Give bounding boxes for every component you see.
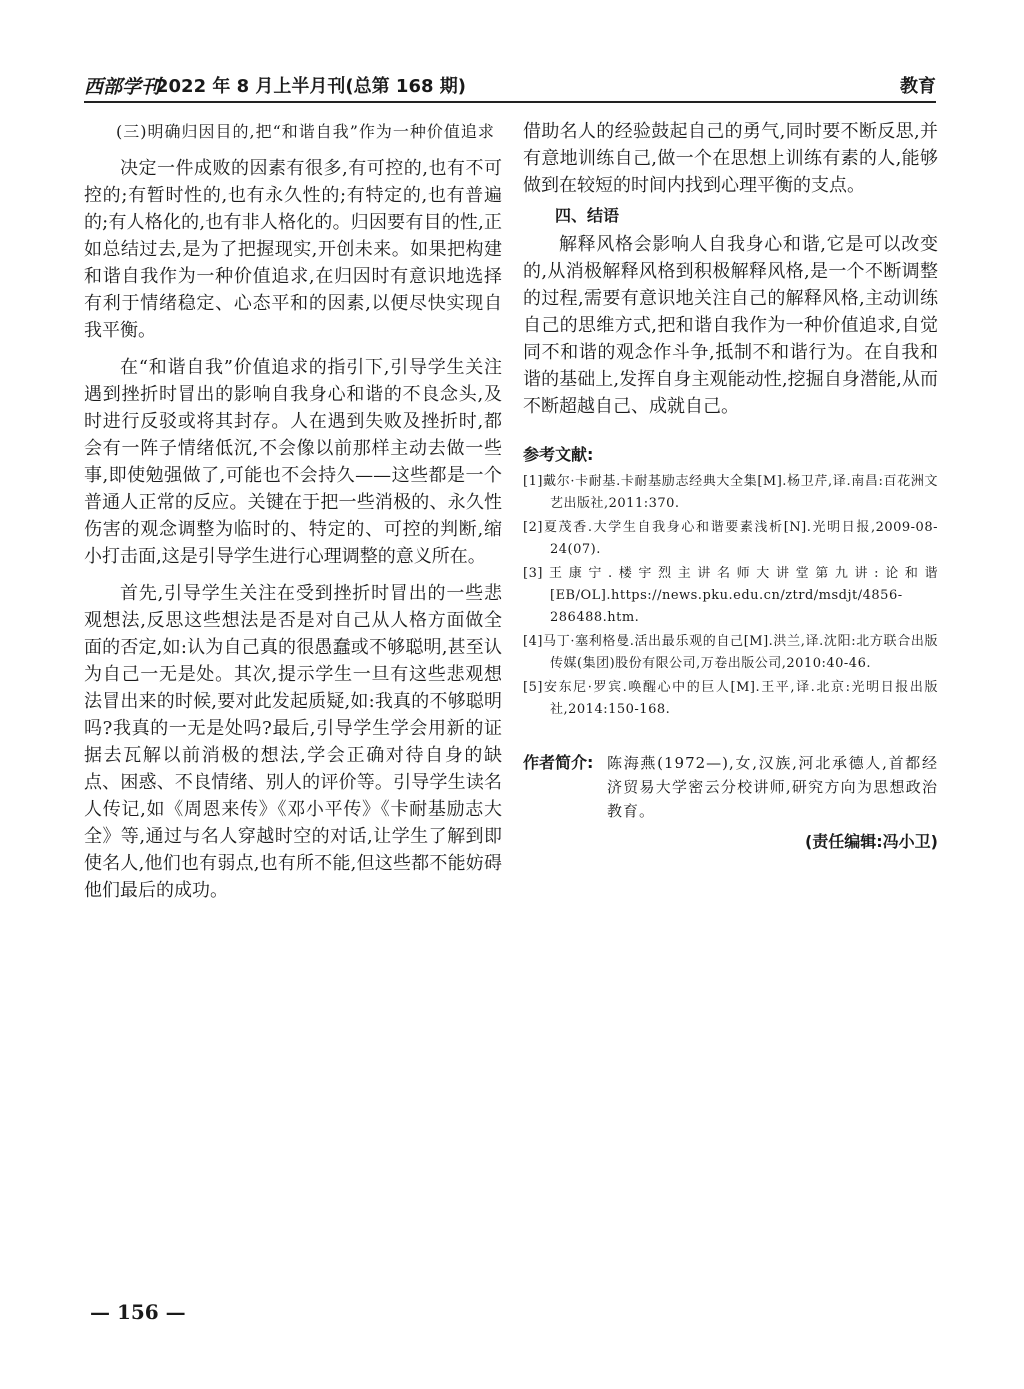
- editor-credit: (责任编辑:冯小卫): [804, 832, 938, 851]
- subheading-section-3: (三)明确归因目的,把“和谐自我”作为一种价值追求: [116, 122, 495, 141]
- continued-paragraph: 借助名人的经验鼓起自己的勇气,同时要不断反思,并有意地训练自己,做一个在思想上训练有素的人,能够做到在较短的时间内找到心理平衡的支点。: [523, 121, 938, 196]
- reference-item: [4]马丁·塞利格曼.活出最乐观的自己[M].洪兰,译.沈阳:北方联合出版传媒(集团)股份有限公司,万卷出版公司,2010:40-46.: [523, 634, 938, 671]
- author-label: 作者简介:: [523, 753, 594, 772]
- reference-item: [1]戴尔·卡耐基.卡耐基励志经典大全集[M].杨卫芹,译.南昌:百花洲文艺出版社,2011:370.: [523, 474, 938, 511]
- body-paragraph: 决定一件成败的因素有很多,有可控的,也有不可控的;有暂时性的,也有永久性的;有特定的,也有普遍的;有人格化的,也有非人格化的。归因要有目的性,正如总结过去,是为了把握现实,开创未来。如果把构建和谐自我作为一种价值追求,在归因时有意识地选择有利于情绪稳定、心态平和的因素,以便尽快实现自我平衡。: [84, 158, 502, 341]
- references-list: [523, 471, 938, 721]
- page-header: [84, 72, 936, 98]
- reference-item: [2]夏茂香.大学生自我身心和谐要素浅析[N].光明日报,2009-08-24(07).: [523, 520, 938, 557]
- conclusion-heading: 四、结语: [555, 206, 620, 225]
- reference-item: [3]王康宁.楼宇烈主讲名师大讲堂第九讲:论和谐[EB/OL].https://news.pku.edu.cn/ztrd/msdjt/4856-286488.htm.: [523, 566, 938, 625]
- references-title: 参考文献:: [523, 445, 594, 464]
- issue-info: 2022 年 8 月上半月刊(总第 168 期): [156, 76, 466, 97]
- right-column: [523, 118, 938, 852]
- conclusion-paragraph: 解释风格会影响人自我身心和谐,它是可以改变的,从消极解释风格到积极解释风格,是一个不断调整的过程,需要有意识地关注自己的解释风格,主动训练自己的思维方式,把和谐自我作为一种价值追求,自觉同不和谐的观念作斗争,抵制不和谐行为。在自我和谐的基础上,发挥自身主观能动性,挖掘自身潜能,从而不断超越自己、成就自己。: [523, 234, 938, 417]
- journal-logo: 西部学刊: [84, 76, 161, 98]
- author-bio: [523, 751, 938, 823]
- author-text: 陈海燕(1972—),女,汉族,河北承德人,首都经济贸易大学密云分校讲师,研究方向为思想政治教育。: [607, 754, 938, 820]
- left-column: [84, 118, 502, 904]
- body-paragraph: 在“和谐自我”价值追求的指引下,引导学生关注遇到挫折时冒出的影响自我身心和谐的不良念头,及时进行反驳或将其封存。人在遇到失败及挫折时,都会有一阵子情绪低沉,不会像以前那样主动去做一些事,即使勉强做了,可能也不会持久——这些都是一个普通人正常的反应。关键在于把一些消极的、永久性伤害的观念调整为临时的、特定的、可控的判断,缩小打击面,这是引导学生进行心理调整的意义所在。: [84, 357, 502, 567]
- reference-item: [5]安东尼·罗宾.唤醒心中的巨人[M].王平,译.北京:光明日报出版社,2014:150-168.: [523, 680, 938, 717]
- section-name: 教育: [900, 76, 936, 97]
- body-paragraph: 首先,引导学生关注在受到挫折时冒出的一些悲观想法,反思这些想法是否是对自己从人格方面做全面的否定,如:认为自己真的很愚蠢或不够聪明,甚至认为自己一无是处。其次,提示学生一旦有这些悲观想法冒出来的时候,要对此发起质疑,如:我真的不够聪明吗?我真的一无是处吗?最后,引导学生学会用新的证据去瓦解以前消极的想法,学会正确对待自身的缺点、困惑、不良情绪、别人的评价等。引导学生读名人传记,如《周恩来传》《邓小平传》《卡耐基励志大全》等,通过与名人穿越时空的对话,让学生了解到即使名人,他们也有弱点,也有所不能,但这些都不能妨碍他们最后的成功。: [84, 583, 502, 901]
- header-rule: [84, 101, 936, 103]
- page-number: — 156 —: [90, 1300, 186, 1324]
